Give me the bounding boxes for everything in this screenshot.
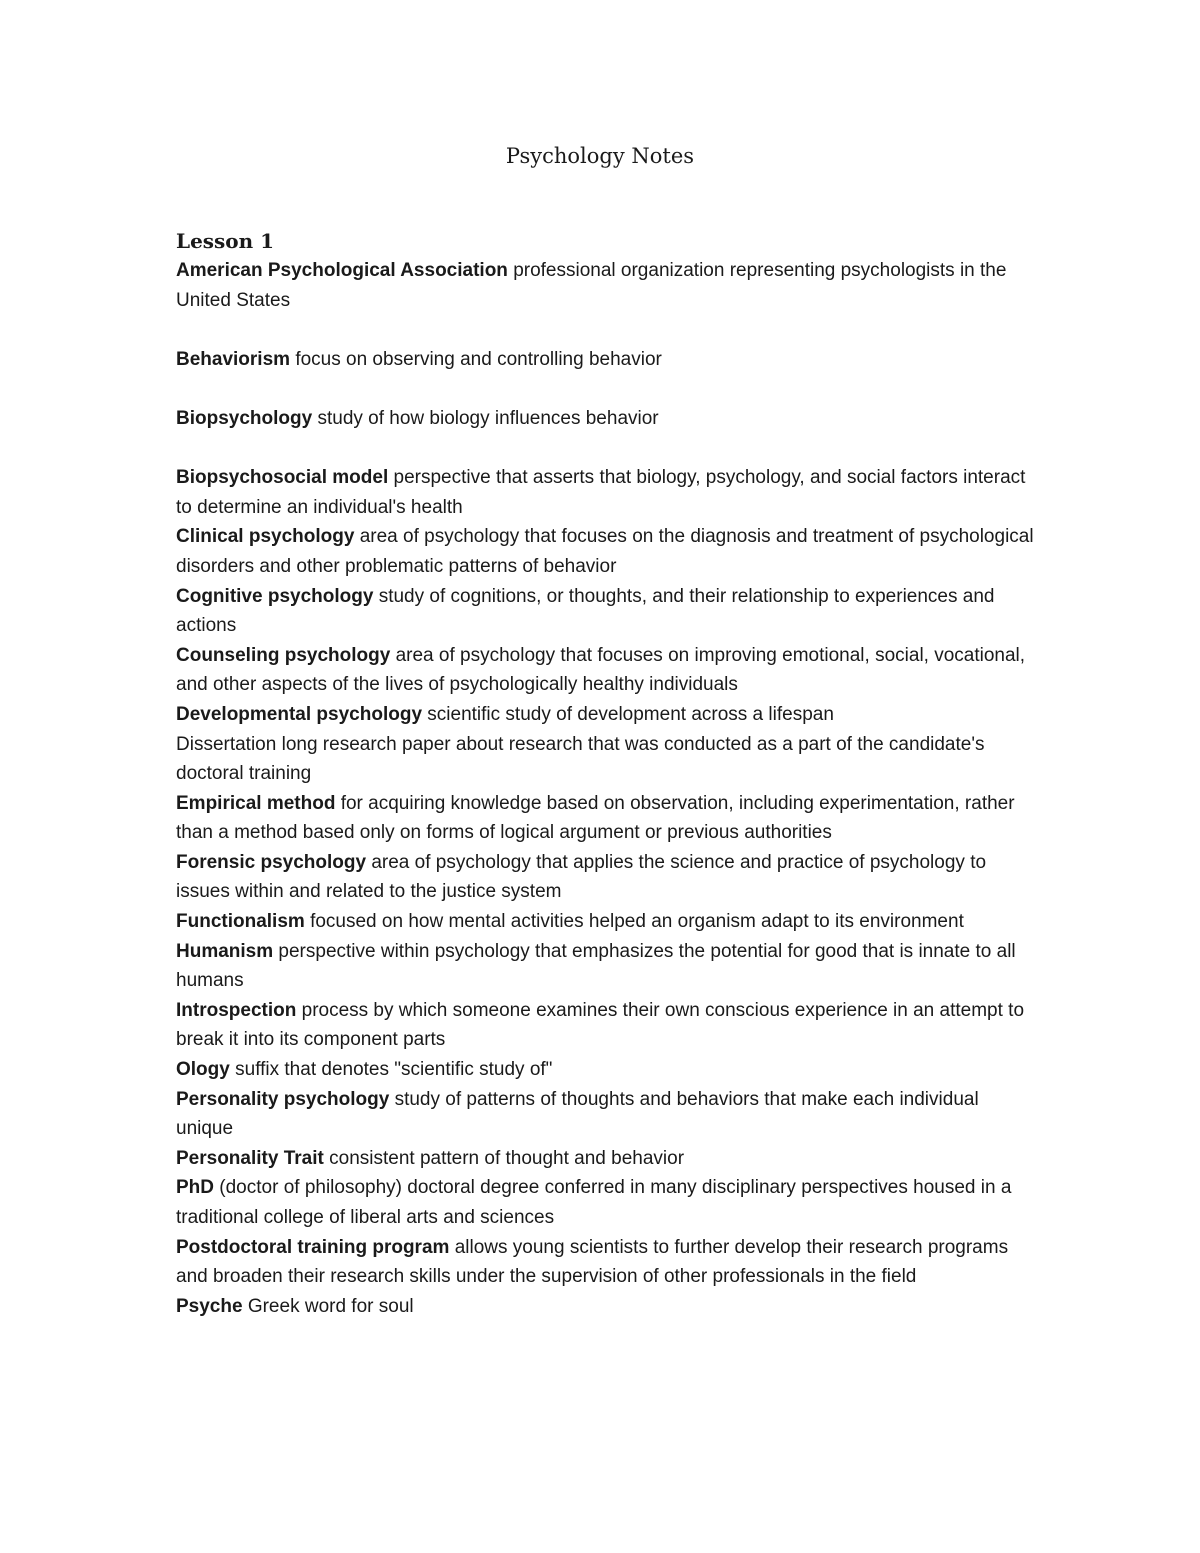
glossary-term: Empirical method bbox=[176, 792, 336, 814]
glossary-term: PhD bbox=[176, 1177, 214, 1199]
glossary-entry bbox=[176, 907, 1036, 937]
glossary-definition: for acquiring knowledge based on observation, including experimentation, rather than a method based only on forms of logical argument or previous authorities bbox=[176, 792, 1015, 844]
glossary-definition: Greek word for soul bbox=[247, 1295, 414, 1317]
glossary-entry bbox=[176, 730, 1036, 789]
document-title: Psychology Notes bbox=[505, 144, 695, 168]
glossary-definition: consistent pattern of thought and behavior bbox=[329, 1147, 685, 1169]
glossary-definition: study of how biology influences behavior bbox=[317, 407, 659, 429]
glossary-entry bbox=[176, 937, 1036, 996]
glossary-entry bbox=[176, 848, 1036, 907]
glossary-term: Introspection bbox=[176, 999, 297, 1021]
glossary-definition: long research paper about research that was conducted as a part of the candidate's doctoral training bbox=[176, 733, 985, 785]
glossary-term: Counseling psychology bbox=[176, 644, 391, 666]
glossary-definition: area of psychology that focuses on improving emotional, social, vocational, and other aspects of the lives of psychologically healthy individuals bbox=[176, 644, 1026, 696]
glossary-term: Developmental psychology bbox=[176, 703, 423, 725]
glossary-definition: study of patterns of thoughts and behaviors that make each individual unique bbox=[176, 1088, 979, 1140]
glossary-entry bbox=[176, 996, 1036, 1055]
glossary-definition: focused on how mental activities helped an organism adapt to its environment bbox=[310, 911, 964, 933]
glossary-term: Functionalism bbox=[176, 911, 305, 933]
glossary-list bbox=[176, 256, 1036, 1321]
glossary-entry bbox=[176, 641, 1036, 700]
glossary-entry bbox=[176, 1233, 1036, 1292]
glossary-term: Psyche bbox=[176, 1295, 243, 1317]
glossary-entry bbox=[176, 345, 1036, 375]
glossary-definition: study of cognitions, or thoughts, and their relationship to experiences and actions bbox=[176, 585, 995, 637]
glossary-term: Humanism bbox=[176, 940, 274, 962]
glossary-entry bbox=[176, 256, 1036, 315]
glossary-term: Cognitive psychology bbox=[176, 585, 374, 607]
glossary-definition: process by which someone examines their own conscious experience in an attempt to break it into its component parts bbox=[176, 999, 1025, 1051]
glossary-entry bbox=[176, 463, 1036, 522]
glossary-entry bbox=[176, 1055, 1036, 1085]
glossary-entry bbox=[176, 1173, 1036, 1232]
glossary-term: Clinical psychology bbox=[176, 526, 355, 548]
glossary-term: Forensic psychology bbox=[176, 851, 367, 873]
glossary-definition: focus on observing and controlling behavior bbox=[295, 348, 662, 370]
glossary-definition: perspective that asserts that biology, psychology, and social factors interact to determine an individual's health bbox=[176, 467, 1026, 518]
glossary-term: Biopsychology bbox=[176, 407, 313, 429]
glossary-term: Personality Trait bbox=[176, 1147, 324, 1169]
glossary-entry bbox=[176, 1292, 1036, 1322]
glossary-definition: scientific study of development across a lifespan bbox=[427, 703, 834, 725]
glossary-entry bbox=[176, 700, 1036, 730]
glossary-definition: perspective within psychology that emphasizes the potential for good that is innate to all humans bbox=[176, 940, 1016, 992]
glossary-entry bbox=[176, 1085, 1036, 1144]
glossary-entry bbox=[176, 1144, 1036, 1174]
glossary-entry bbox=[176, 582, 1036, 641]
glossary-definition: suffix that denotes "scientific study of" bbox=[235, 1059, 553, 1081]
glossary-term: Personality psychology bbox=[176, 1088, 390, 1110]
glossary-definition: allows young scientists to further develop their research programs and broaden their research skills under the supervision of other professionals in the field bbox=[176, 1236, 1009, 1288]
document-body bbox=[176, 226, 1036, 1321]
lesson-heading: Lesson 1 bbox=[176, 229, 275, 253]
glossary-definition: professional organization representing psychologists in the United States bbox=[176, 260, 1007, 311]
glossary-entry bbox=[176, 789, 1036, 848]
glossary-term: Ology bbox=[176, 1059, 230, 1081]
glossary-term: American Psychological Association bbox=[176, 260, 508, 281]
glossary-entry bbox=[176, 522, 1036, 581]
glossary-term: Behaviorism bbox=[176, 348, 291, 370]
glossary-definition: (doctor of philosophy) doctoral degree conferred in many disciplinary perspectives housed in a traditional college of liberal arts and sciences bbox=[176, 1177, 1012, 1228]
glossary-definition: area of psychology that focuses on the diagnosis and treatment of psychological disorders and other problematic patterns of behavior bbox=[176, 526, 1034, 577]
glossary-term: Biopsychosocial model bbox=[176, 467, 389, 489]
glossary-definition: area of psychology that applies the science and practice of psychology to issues within and related to the justice system bbox=[176, 851, 987, 903]
glossary-term: Dissertation bbox=[176, 733, 277, 755]
glossary-entry bbox=[176, 404, 1036, 434]
glossary-term: Postdoctoral training program bbox=[176, 1236, 450, 1258]
